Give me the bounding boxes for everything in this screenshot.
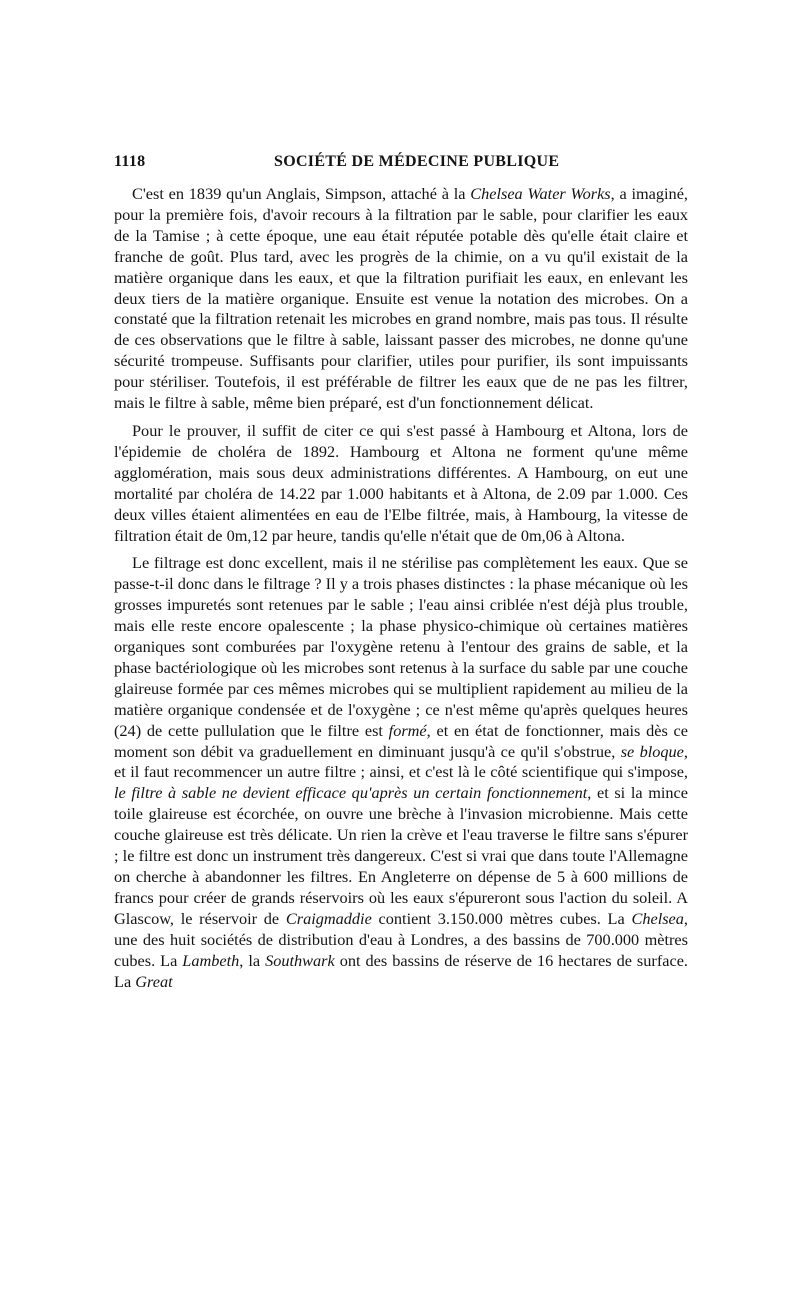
text-run: , et si la mince toile glaireuse est écorchée, on ouvre une brèche à l'invasion microbienne. Mais cette couche glaireuse est très délicate. Un rien la crève et l'eau traverse le filtre sans s'épurer ; le filtre est donc un instrument très dangereux. C'est si vrai que dans toute l'Allemagne on cherche à abandonner les filtres. En Angleterre on dépense de 5 à 600 millions de francs pour créer de grands réservoirs où les eaux s'épureront sous l'action du soleil. A Glascow, le réservoir de — [114, 783, 688, 928]
text-run: , la — [239, 950, 266, 970]
body-text — [114, 184, 688, 992]
italic-run: se bloque — [620, 741, 684, 761]
text-run: C'est en 1839 qu'un Anglais, Simpson, attaché à la — [132, 184, 471, 203]
document-page — [114, 153, 688, 999]
italic-run: le filtre à sable ne devient efficace qu'après un certain fonctionnement — [114, 783, 588, 803]
italic-run: Great — [135, 971, 173, 991]
italic-run: Southwark — [265, 950, 335, 970]
italic-run: formé — [388, 720, 427, 740]
italic-run: Chelsea — [631, 908, 684, 928]
italic-run: Lambeth — [182, 950, 240, 970]
italic-run: Craigmaddie — [285, 908, 372, 928]
paragraph — [114, 421, 688, 546]
paragraph — [114, 184, 688, 414]
text-run: , et il faut recommencer un autre filtre ; ainsi, et c'est là le côté scientifique qui s'impose, — [114, 741, 688, 782]
text-run: contient 3.150.000 mètres cubes. La — [371, 908, 632, 928]
text-run: , a imaginé, pour la première fois, d'avoir recours à la filtration par le sable, pour clarifier les eaux de la Tamise ; à cette époque, une eau était réputée potable dès qu'elle était claire et franche de goût. Plus tard, avec les progrès de la chimie, on a vu qu'il existait de la matière organique dans les eaux, et que la filtration purifiait les eaux, en enlevant les deux tiers de la matière organique. Ensuite est venue la notation des microbes. On a constaté que la filtration retenait les microbes en grand nombre, mais pas tous. Il résulte de ces observations que le filtre à sable, laissant passer des microbes, ne donne qu'une sécurité trompeuse. Suffisants pour clarifier, utiles pour purifier, ils sont impuissants pour stériliser. Toutefois, il est préférable de filtrer les eaux que de ne pas les filtrer, mais le filtre à sable, même bien préparé, est d'un fonctionnement délicat. — [114, 184, 688, 413]
text-run: , et en état de fonctionner, mais dès ce moment son débit va graduellement en diminuant jusqu'à ce qu'il s'obstrue, — [114, 720, 688, 761]
text-run: Pour le prouver, il suffit de citer ce qui s'est passé à Hambourg et Altona, lors de l'épidemie de choléra de 1892. Hambourg et Altona ne forment qu'une même agglomération, mais sous deux administrations différentes. A Hambourg, on eut une mortalité par choléra de 14.22 par 1.000 habitants et à Altona, de 2.09 par 1.000. Ces deux villes étaient alimentées en eau de l'Elbe filtrée, mais, à Hambourg, la vitesse de filtration était de 0m,12 par heure, tandis qu'elle n'était que de 0m,06 à Altona. — [114, 420, 688, 545]
text-run: ont des bassins de réserve de 16 hectares de surface. La — [114, 950, 688, 991]
page-header — [114, 153, 688, 177]
text-run: , une des huit sociétés de distribution d'eau à Londres, a des bassins de 700.000 mètres cubes. La — [114, 908, 688, 970]
text-run: Le filtrage est donc excellent, mais il ne stérilise pas complètement les eaux. Que se passe-t-il donc dans le filtrage ? Il y a trois phases distinctes : la phase mécanique où les grosses impuretés sont retenues par le sable ; l'eau ainsi criblée n'est déjà plus trouble, mais elle reste encore opalescente ; la phase physico-chimique où certaines matières organiques sont comburées par l'oxygène retenu à l'entour des grains de sable, et la phase bactériologique où les microbes sont retenus à la surface du sable par une couche glaireuse formée par ces mêmes microbes qui se multiplient rapidement au milieu de la matière organique condensée et de l'oxygène ; ce n'est même qu'après quelques heures (24) de cette pullulation que le filtre est — [114, 553, 688, 740]
running-head: SOCIÉTÉ DE MÉDECINE PUBLIQUE — [274, 153, 560, 170]
page-number: 1118 — [114, 153, 146, 170]
italic-run: Chelsea Water Works — [470, 184, 611, 203]
paragraph — [114, 553, 688, 992]
